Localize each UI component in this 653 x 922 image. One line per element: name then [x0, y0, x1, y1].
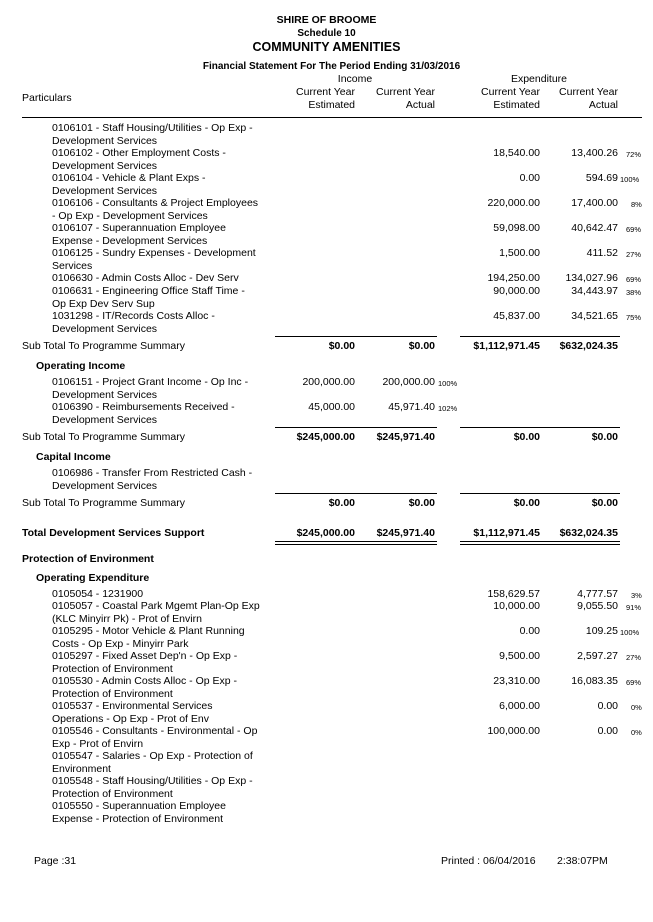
subtotal-label: Sub Total To Programme Summary: [22, 431, 186, 443]
inc-actual: 45,971.40: [388, 401, 435, 413]
subtotal-inc-est: $0.00: [328, 497, 355, 509]
list-item: 0106151 - Project Grant Income - Op Inc - Development Services: [52, 376, 249, 401]
list-item: 0106102 - Other Employment Costs - Development Services: [52, 147, 226, 172]
exp-actual: 40,642.47: [571, 222, 618, 234]
list-item: 0106106 - Consultants & Project Employees - Op Exp - Development Services: [52, 197, 259, 222]
income-act-header-l2: Actual: [405, 99, 435, 111]
list-item: 0106630 - Admin Costs Alloc - Dev Serv: [52, 272, 239, 284]
list-item: 0106104 - Vehicle & Plant Exps - Development Services: [52, 172, 206, 197]
subtotal-rule-exp: [460, 336, 620, 337]
exp-percent: 8%: [631, 200, 642, 209]
capital-income-heading: Capital Income: [36, 451, 111, 463]
exp-actual: 9,055.50: [577, 600, 618, 612]
report-title: COMMUNITY AMENITIES: [252, 40, 401, 54]
total-dev-label: Total Development Services Support: [22, 527, 205, 539]
exp-actual: 16,083.35: [571, 675, 618, 687]
subtotal-inc-est: $0.00: [328, 340, 355, 352]
protection-heading: Protection of Environment: [22, 553, 154, 565]
exp-actual: 594.69: [585, 172, 618, 184]
list-item: 0105054 - 1231900: [52, 588, 144, 600]
list-item: 0106986 - Transfer From Restricted Cash - Development Services: [52, 467, 253, 492]
exp-est-header-l1: Current Year: [481, 86, 540, 98]
exp-actual: 411.52: [586, 247, 618, 259]
schedule-label: Schedule 10: [297, 28, 356, 39]
exp-estimated: 158,629.57: [487, 588, 540, 600]
income-act-header-l1: Current Year: [376, 86, 435, 98]
exp-actual: 2,597.27: [577, 650, 618, 662]
subtotal-inc-act: $0.00: [408, 340, 435, 352]
exp-estimated: 1,500.00: [499, 247, 540, 259]
exp-estimated: 100,000.00: [487, 725, 540, 737]
subtotal-exp-est: $0.00: [513, 431, 540, 443]
exp-actual: 109.25: [585, 625, 618, 637]
exp-estimated: 220,000.00: [487, 197, 540, 209]
list-item: 0106125 - Sundry Expenses - Development Services: [52, 247, 256, 272]
exp-percent: 69%: [626, 678, 642, 687]
exp-estimated: 45,837.00: [493, 310, 540, 322]
subtotal-exp-act: $632,024.35: [559, 340, 618, 352]
page-number: Page :31: [34, 855, 77, 867]
exp-actual: 34,521.65: [571, 310, 618, 322]
exp-percent: 91%: [626, 603, 642, 612]
list-item: 0106390 - Reimbursements Received - Development Services: [52, 401, 235, 426]
statement-period: Financial Statement For The Period Ending 31/03/2016: [202, 61, 461, 72]
total-exp-est: $1,112,971.45: [473, 527, 540, 539]
subtotal-label: Sub Total To Programme Summary: [22, 340, 186, 352]
list-item: 0106101 - Staff Housing/Utilities - Op Exp - Development Services: [52, 122, 253, 147]
inc-percent: 100%: [438, 379, 458, 388]
expenditure-header: Expenditure: [510, 73, 568, 85]
exp-percent: 38%: [626, 288, 642, 297]
inc-actual: 200,000.00: [382, 376, 435, 388]
exp-estimated: 194,250.00: [487, 272, 540, 284]
exp-act-header-l1: Current Year: [559, 86, 618, 98]
subtotal-inc-act: $245,971.40: [376, 431, 435, 443]
exp-actual: 0.00: [597, 700, 618, 712]
exp-estimated: 0.00: [519, 625, 540, 637]
inc-percent: 102%: [438, 404, 458, 413]
exp-act-header-l2: Actual: [588, 99, 618, 111]
printed-date: Printed : 06/04/2016: [441, 855, 536, 867]
exp-percent: 27%: [626, 250, 642, 259]
subtotal-inc-est: $245,000.00: [296, 431, 355, 443]
list-item: 0105537 - Environmental Services Operations - Op Exp - Prot of Env: [52, 700, 213, 725]
exp-est-header-l2: Estimated: [493, 99, 540, 111]
subtotal-label: Sub Total To Programme Summary: [22, 497, 186, 509]
inc-estimated: 45,000.00: [308, 401, 355, 413]
list-item: 1031298 - IT/Records Costs Alloc - Development Services: [52, 310, 215, 335]
subtotal-exp-est: $1,112,971.45: [473, 340, 540, 352]
list-item: 0105057 - Coastal Park Mgemt Plan-Op Exp (KLC Minyirr Pk) - Prot of Envirn: [52, 600, 260, 625]
list-item: 0105297 - Fixed Asset Dep'n - Op Exp - Protection of Environment: [52, 650, 238, 675]
list-item: 0105295 - Motor Vehicle & Plant Running Costs - Op Exp - Minyirr Park: [52, 625, 245, 650]
exp-percent: 69%: [626, 275, 642, 284]
total-inc-est: $245,000.00: [296, 527, 355, 539]
list-item: 0105548 - Staff Housing/Utilities - Op Exp - Protection of Environment: [52, 775, 253, 800]
exp-percent: 75%: [626, 313, 642, 322]
exp-estimated: 23,310.00: [493, 675, 540, 687]
exp-actual: 17,400.00: [571, 197, 618, 209]
subtotal-rule-exp: [460, 427, 620, 428]
exp-percent: 3%: [631, 591, 642, 600]
total-inc-act: $245,971.40: [376, 527, 435, 539]
subtotal-rule-exp: [460, 493, 620, 494]
total-rule-exp: [460, 541, 620, 545]
exp-estimated: 18,540.00: [493, 147, 540, 159]
exp-percent: 27%: [626, 653, 642, 662]
exp-estimated: 6,000.00: [499, 700, 540, 712]
income-est-header-l1: Current Year: [296, 86, 355, 98]
exp-actual: 34,443.97: [571, 285, 618, 297]
exp-estimated: 59,098.00: [493, 222, 540, 234]
header-divider: [22, 117, 642, 118]
exp-percent: 100%: [620, 175, 640, 184]
subtotal-rule-income: [275, 427, 437, 428]
list-item: 0105546 - Consultants - Environmental - Op Exp - Prot of Envirn: [52, 725, 258, 750]
total-exp-act: $632,024.35: [559, 527, 618, 539]
operating-income-heading: Operating Income: [36, 360, 126, 372]
total-rule-income: [275, 541, 437, 545]
printed-time: 2:38:07PM: [557, 855, 608, 867]
list-item: 0106107 - Superannuation Employee Expense - Development Services: [52, 222, 226, 247]
exp-estimated: 10,000.00: [493, 600, 540, 612]
inc-estimated: 200,000.00: [302, 376, 355, 388]
exp-actual: 0.00: [597, 725, 618, 737]
subtotal-exp-act: $0.00: [591, 431, 618, 443]
list-item: 0105547 - Salaries - Op Exp - Protection of Environment: [52, 750, 253, 775]
subtotal-exp-act: $0.00: [591, 497, 618, 509]
list-item: 0105530 - Admin Costs Alloc - Op Exp - Protection of Environment: [52, 675, 238, 700]
exp-actual: 13,400.26: [571, 147, 618, 159]
exp-estimated: 9,500.00: [499, 650, 540, 662]
subtotal-exp-est: $0.00: [513, 497, 540, 509]
exp-percent: 69%: [626, 225, 642, 234]
exp-percent: 0%: [631, 703, 642, 712]
list-item: 0105550 - Superannuation Employee Expense - Protection of Environment: [52, 800, 226, 825]
income-header: Income: [337, 73, 373, 85]
exp-actual: 4,777.57: [577, 588, 618, 600]
exp-percent: 0%: [631, 728, 642, 737]
particulars-header: Particulars: [22, 92, 72, 104]
income-est-header-l2: Estimated: [308, 99, 355, 111]
subtotal-rule-income: [275, 493, 437, 494]
exp-percent: 72%: [626, 150, 642, 159]
shire-name: SHIRE OF BROOME: [276, 14, 377, 26]
subtotal-inc-act: $0.00: [408, 497, 435, 509]
exp-percent: 100%: [620, 628, 640, 637]
subtotal-rule-income: [275, 336, 437, 337]
exp-estimated: 90,000.00: [493, 285, 540, 297]
operating-expenditure-heading: Operating Expenditure: [36, 572, 150, 584]
list-item: 0106631 - Engineering Office Staff Time - Op Exp Dev Serv Sup: [52, 285, 245, 310]
exp-estimated: 0.00: [519, 172, 540, 184]
exp-actual: 134,027.96: [565, 272, 618, 284]
